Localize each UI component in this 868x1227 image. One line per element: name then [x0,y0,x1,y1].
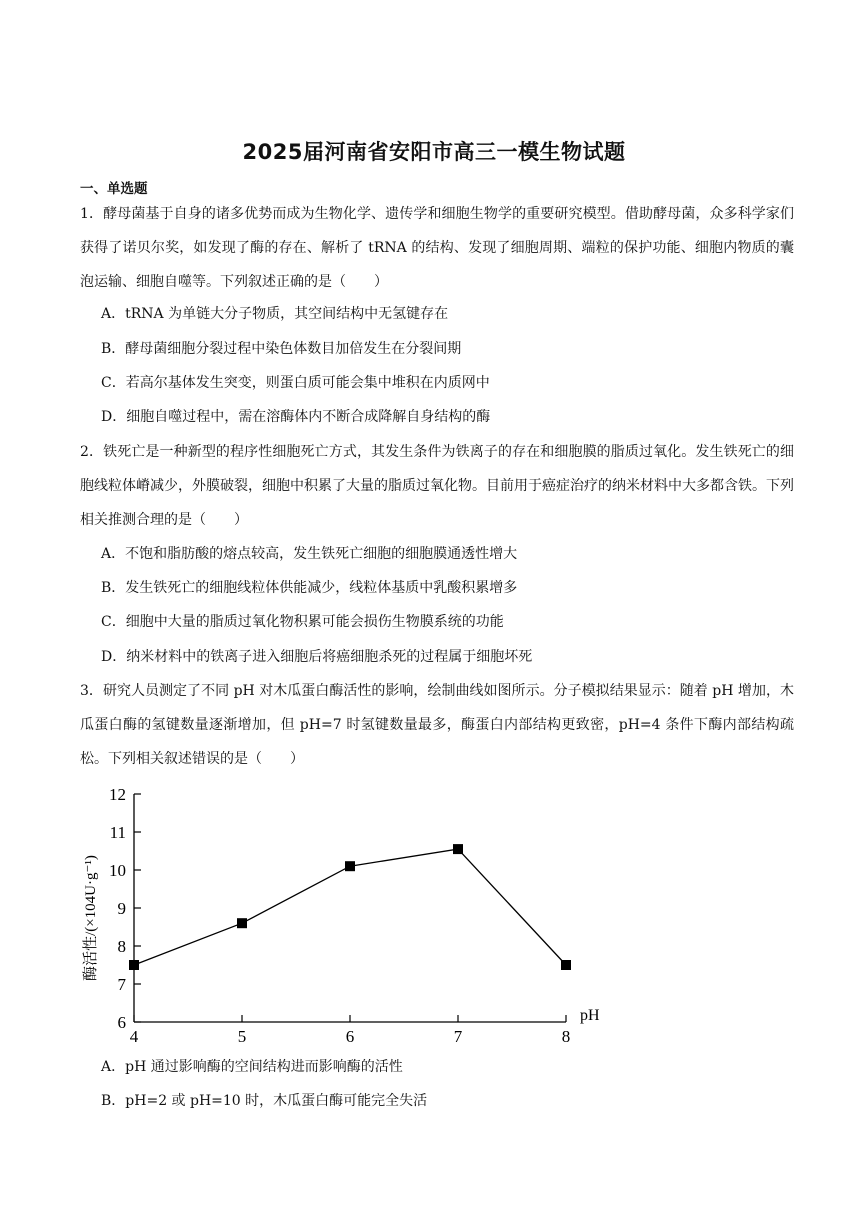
question-1-option-b: B．酵母菌细胞分裂过程中染色体数目加倍发生在分裂间期 [101,341,462,357]
question-3-stem: 3．研究人员测定了不同 pH 对木瓜蛋白酶活性的影响，绘制曲线如图所示。分子模拟结果显示：随着 pH 增加，木瓜蛋白酶的氢键数量逐渐增加，但 pH=7 时氢键数量最多，酶蛋白内部结构更致密，pH=4 条件下酶内部结构疏松。下列相关叙述错误的是（ ） [80,683,794,767]
question-2-stem: 2．铁死亡是一种新型的程序性细胞死亡方式，其发生条件为铁离子的存在和细胞膜的脂质过氧化。发生铁死亡的细胞线粒体嵴减少，外膜破裂，细胞中积累了大量的脂质过氧化物。目前用于癌症治疗的纳米材料中大多都含铁。下列相关推测合理的是（ ） [80,444,794,528]
question-1-option-d: D．细胞自噬过程中，需在溶酶体内不断合成降解自身结构的酶 [101,409,491,425]
data-point [453,844,463,854]
x-tick-label: 5 [237,1027,247,1046]
question-1-option-a: A．tRNA 为单链大分子物质，其空间结构中无氢键存在 [101,306,449,322]
question-2-option-d: D．纳米材料中的铁离子进入细胞后将癌细胞杀死的过程属于细胞坏死 [101,649,533,665]
question-3-option-a: A．pH 通过影响酶的空间结构进而影响酶的活性 [101,1059,403,1075]
y-ticks [109,785,141,1032]
x-tick-label: 6 [345,1027,355,1046]
data-points [129,844,571,970]
page-title: 2025届河南省安阳市高三一模生物试题 [242,140,626,164]
question-1-option-c: C．若高尔基体发生突变，则蛋白质可能会集中堆积在内质网中 [101,375,490,391]
x-tick-label: 7 [453,1027,463,1046]
y-tick-label: 11 [109,823,126,842]
question-2-option-a: A．不饱和脂肪酸的熔点较高，发生铁死亡细胞的细胞膜通透性增大 [101,546,518,562]
y-tick-label: 8 [117,937,126,956]
x-tick-label: 8 [561,1027,571,1046]
y-tick-label: 10 [109,861,126,880]
section-heading: 一、单选题 [80,181,148,197]
data-point [237,918,247,928]
question-2-option-b: B．发生铁死亡的细胞线粒体供能减少，线粒体基质中乳酸积累增多 [101,580,518,596]
y-tick-label: 12 [109,785,126,804]
data-point [345,861,355,871]
x-tick-label: 4 [129,1027,139,1046]
question-3-option-b: B．pH=2 或 pH=10 时，木瓜蛋白酶可能完全失活 [101,1093,428,1109]
enzyme-activity-chart [78,780,618,1050]
x-axis-label: pH [580,1007,600,1024]
question-2-option-c: C．细胞中大量的脂质过氧化物积累可能会损伤生物膜系统的功能 [101,614,504,630]
data-point [561,960,571,970]
x-ticks [130,1015,571,1046]
y-tick-label: 7 [117,975,126,994]
y-tick-label: 6 [117,1013,126,1032]
data-point [129,960,139,970]
chart-axes [134,794,566,1022]
question-1-stem: 1．酵母菌基于自身的诸多优势而成为生物化学、遗传学和细胞生物学的重要研究模型。借助酵母菌，众多科学家们获得了诺贝尔奖，如发现了酶的存在、解析了 tRNA 的结构、发现了细胞周期、端粒的保护功能、细胞内物质的囊泡运输、细胞自噬等。下列叙述正确的是（ ） [80,206,794,290]
y-axis-label: 酶活性/(×104U·g⁻¹) [83,855,99,981]
y-tick-label: 9 [117,899,126,918]
